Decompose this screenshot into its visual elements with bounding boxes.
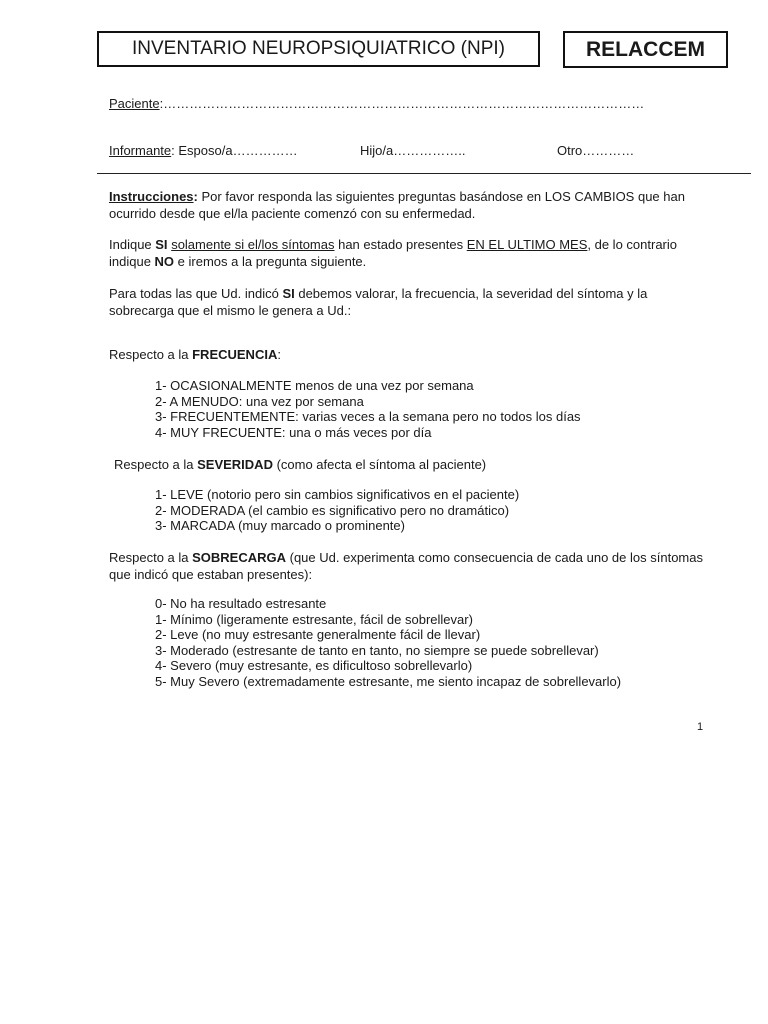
frequency-item: 4- MUY FRECUENTE: una o más veces por día [155, 424, 432, 440]
burden-item: 0- No ha resultado estresante [155, 596, 327, 611]
frequency-list [155, 378, 581, 440]
informant-spouse-option[interactable]: : Esposo/a…………… [171, 143, 298, 158]
severity-item: 1- LEVE (notorio pero sin cambios significativos en el paciente) [155, 487, 520, 502]
assessment-paragraph [109, 285, 709, 319]
burden-list [155, 596, 621, 690]
form-title [97, 31, 540, 67]
page-number: 1 [697, 721, 704, 733]
severity-intro-a: Respecto a la [114, 457, 198, 472]
severity-intro-c: (como afecta el síntoma al paciente) [272, 457, 487, 472]
indicate-text-d: , de lo contrario indique [109, 237, 677, 269]
frequency-heading [109, 347, 281, 362]
burden-item: 4- Severo (muy estresante, es dificultoso sobrellevarlo) [155, 658, 473, 674]
instructions-paragraph [109, 188, 709, 222]
section-divider [97, 173, 751, 174]
patient-blank-line[interactable]: :………………………………………………………………………………………………… [159, 96, 645, 111]
instructions-text: Por favor responda las siguientes preguntas basándose en LOS CAMBIOS que han ocurrido desde que el/la paciente comenzó con su enfermedad. [109, 189, 685, 221]
burden-intro-b: SOBRECARGA [192, 550, 287, 565]
informant-field [109, 143, 298, 158]
informant-label: Informante [109, 143, 172, 158]
frequency-item: 2- A MENUDO: una vez por semana [155, 393, 364, 409]
frequency-intro-c: : [277, 347, 281, 362]
assessment-si: SI [282, 286, 295, 301]
frequency-item: 3- FRECUENTEMENTE: varias veces a la semana pero no todos los días [155, 409, 581, 425]
frequency-item: 1- OCASIONALMENTE menos de una vez por semana [155, 378, 474, 393]
burden-item: 5- Muy Severo (extremadamente estresante, me siento incapaz de sobrellevarlo) [155, 673, 622, 689]
indicate-text-a: Indique [109, 237, 156, 252]
frequency-intro-b: FRECUENCIA [192, 347, 278, 362]
assessment-text-a: Para todas las que Ud. indicó [109, 286, 283, 301]
informant-other-option[interactable]: Otro………… [557, 143, 635, 158]
burden-intro-c: (que Ud. experimenta como consecuencia de cada uno de los síntomas que indicó que estaban presentes): [109, 550, 703, 582]
patient-field[interactable] [109, 96, 644, 111]
form-code-text: RELACCEM [586, 37, 705, 61]
assessment-text-b: debemos valorar, la frecuencia, la severidad del síntoma y la sobrecarga que el mismo le genera a Ud.: [109, 286, 648, 318]
severity-item: 2- MODERADA (el cambio es significativo pero no dramático) [155, 502, 510, 518]
form-title-text: INVENTARIO NEUROPSIQUIATRICO (NPI) [132, 38, 505, 59]
indicate-only: solamente si el/los síntomas [171, 237, 335, 252]
instructions-label: Instrucciones [109, 189, 194, 204]
severity-heading [114, 457, 486, 472]
indicate-text-e: e iremos a la pregunta siguiente. [174, 254, 367, 269]
instructions-colon: : [193, 189, 198, 204]
indicate-last-month: EN EL ULTIMO MES [466, 237, 588, 252]
indicate-si: SI [155, 237, 168, 252]
frequency-intro-a: Respecto a la [109, 347, 193, 362]
severity-item: 3- MARCADA (muy marcado o prominente) [155, 518, 405, 534]
informant-child-option[interactable]: Hijo/a…………….. [360, 143, 466, 158]
burden-heading [109, 549, 709, 583]
severity-list [155, 487, 519, 534]
patient-label: Paciente [109, 96, 160, 111]
burden-intro-a: Respecto a la [109, 550, 193, 565]
indicate-text-c: han estado presentes [334, 237, 467, 252]
burden-item: 2- Leve (no muy estresante generalmente fácil de llevar) [155, 627, 481, 643]
indicate-no: NO [154, 254, 175, 269]
form-code-badge [563, 31, 728, 68]
burden-item: 1- Mínimo (ligeramente estresante, fácil de sobrellevar) [155, 611, 473, 627]
severity-intro-b: SEVERIDAD [197, 457, 273, 472]
burden-item: 3- Moderado (estresante de tanto en tanto, no siempre se puede sobrellevar) [155, 642, 599, 658]
indicate-paragraph [109, 236, 709, 270]
